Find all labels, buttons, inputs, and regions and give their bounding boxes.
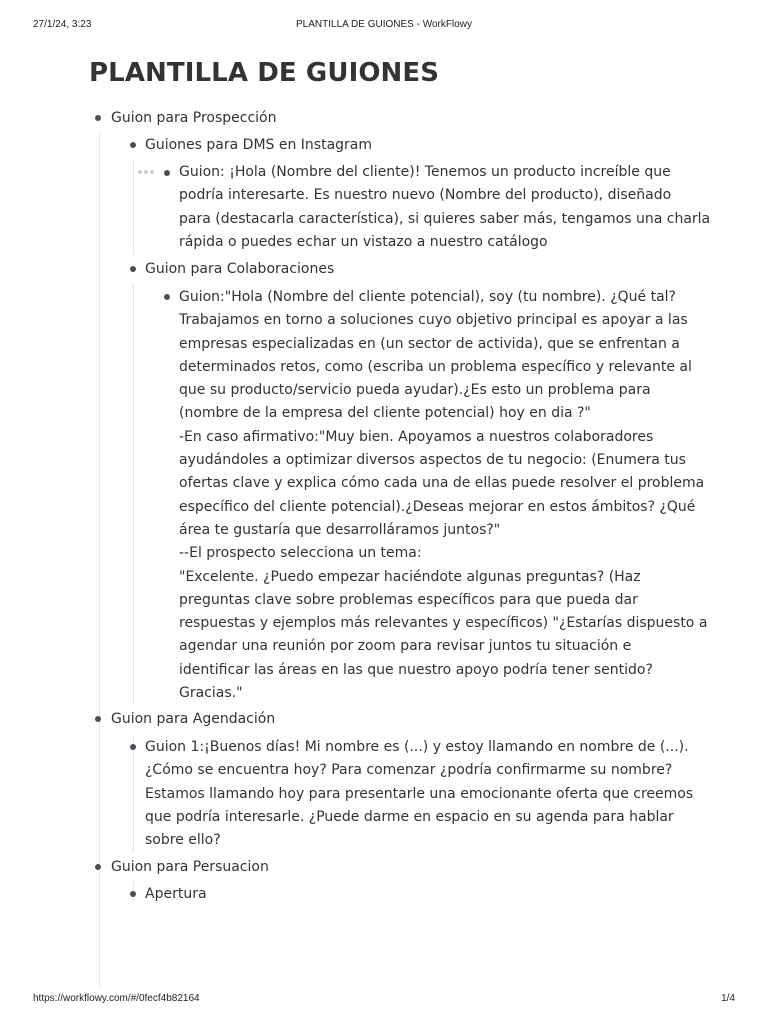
guide-line-level-2: [133, 734, 134, 852]
outline-item-text[interactable]: Guion para Prospección: [111, 110, 277, 126]
bullet-icon[interactable]: [164, 170, 170, 176]
outline-item-text[interactable]: Guion para Colaboraciones: [145, 261, 335, 277]
collapsed-indicator-icon[interactable]: [138, 170, 156, 176]
bullet-icon[interactable]: [164, 294, 170, 300]
outline-item-text[interactable]: Apertura: [145, 886, 207, 902]
bullet-icon[interactable]: [130, 266, 136, 272]
print-datetime: 27/1/24, 3:23: [33, 19, 92, 30]
outline-item-text[interactable]: Guion:"Hola (Nombre del cliente potencial), soy (tu nombre). ¿Qué tal? Trabajamos en torno a soluciones cuyo objetivo principal es apoyar a las empresas especializadas en (un sector de activida), que se enfrentan a determinados retos, como (escriba un problema específico y relevante al que su producto/servicio pueda ayudar).¿Es esto un problema para (nombre de la empresa del cliente potencial) hoy en dia ?" -En caso afirmativo:"Muy bien. Apoyamos a nuestros colaboradores ayudándoles a optimizar diversos aspectos de tu negocio: (Enumera tus ofertas clave y explica cómo cada una de ellas puede resolver el problema específico del cliente potencial).¿Deseas mejorar en estos ámbitos? ¿Qué área te gustaría que desarrolláramos juntos?" --El prospecto selecciona un tema: "Excelente. ¿Puedo empezar haciéndote algunas preguntas? (Haz preguntas clave sobre problemas específicos para que pueda dar respuestas y ejemplos más relevantes y específicos) "¿Estarías dispuesto a agendar una reunión por zoom para revisar juntos tu situación e identificar las áreas en las que nuestro apoyo podría tener sentido? Gracias.": [179, 289, 708, 702]
bullet-icon[interactable]: [130, 744, 136, 750]
outline-item-text[interactable]: Guion 1:¡Buenos días! Mi nombre es (...) y estoy llamando en nombre de (...). ¿Cómo se encuentra hoy? Para comenzar ¿podría confirmarme su nombre? Estamos llamando hoy para presentarle una emocionante oferta que creemos que podría interesarle. ¿Puede darme en espacio en su agenda para hablar sobre ello?: [145, 739, 694, 849]
bullet-icon[interactable]: [95, 716, 101, 722]
bullet-icon[interactable]: [95, 115, 101, 121]
bullet-icon[interactable]: [130, 891, 136, 897]
outline-item-text[interactable]: Guion para Persuacion: [111, 859, 269, 875]
outline-item-text[interactable]: Guion: ¡Hola (Nombre del cliente)! Tenemos un producto increíble que podría interesarte. Es nuestro nuevo (Nombre del producto), diseñado para (destacarla característica), si quieres saber más, tengamos una charla rápida o puedes echar un vistazo a nuestro catálogo: [179, 164, 711, 250]
page-title: PLANTILLA DE GUIONES: [89, 58, 440, 88]
guide-line-level-2: [133, 284, 134, 704]
outline-item-text[interactable]: Guion para Agendación: [111, 711, 276, 727]
bullet-icon[interactable]: [95, 864, 101, 870]
guide-line-level-2: [133, 160, 134, 255]
print-document-title: PLANTILLA DE GUIONES - WorkFlowy: [296, 19, 472, 30]
guide-line-level-1: [99, 133, 100, 988]
print-page-number: 1/4: [721, 993, 735, 1004]
outline-item-text[interactable]: Guiones para DMS en Instagram: [145, 137, 373, 153]
bullet-icon[interactable]: [130, 142, 136, 148]
print-url[interactable]: https://workflowy.com/#/0fecf4b82164: [33, 993, 200, 1004]
